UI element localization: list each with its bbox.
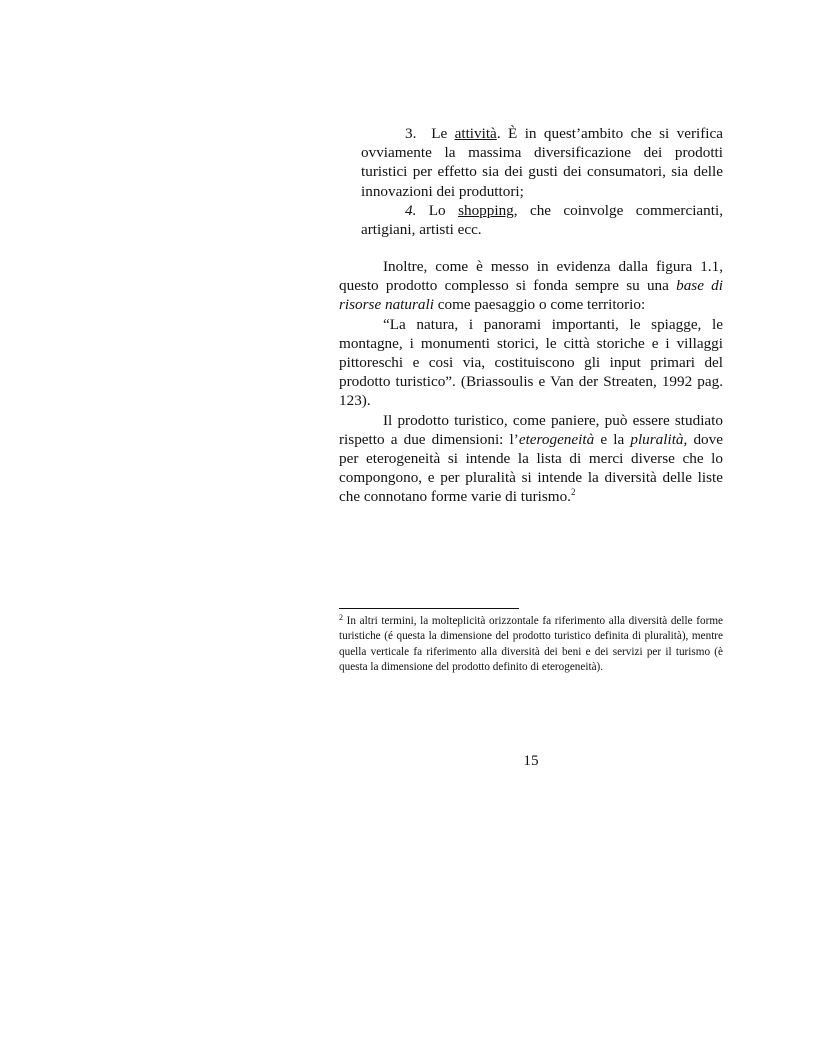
paragraph-intro [339,257,723,315]
list-item-3: 3. Le attività. È in quest’ambito che si verifica ovviamente la massima diversificazione dei prodotti turistici per effetto sia dei gusti dei consumatori, sia delle innovazioni dei produttori; [361,125,723,200]
list-item-4-text: , che coinvolge commercianti, artigiani, artisti ecc. [361,201,724,239]
paragraph-product-text-b: e la [594,430,631,448]
paragraph-product [339,411,723,507]
paragraph-product-italic-a: eterogeneità [518,430,595,448]
footnote-marker: 2 [339,613,343,622]
list-item-4-term: shopping [458,201,514,219]
list-item-3-text: . È in quest’ambito che si verifica ovviamente la massima diversificazione dei prodotti turistici per effetto sia dei gusti dei consumatori, sia delle innovazioni dei produttori; [361,125,723,200]
paragraph-intro-text-a: Inoltre, come è messo in evidenza dalla figura 1.1, questo prodotto complesso si fonda sempre su una [339,258,723,295]
list-item-3-number: 3. [405,125,417,142]
footnote-reference[interactable]: 2 [570,487,576,498]
list-block [361,124,723,239]
page-number: 15 [523,752,539,769]
body-text [339,257,723,507]
footnote-divider [339,608,519,609]
footnote [339,614,723,676]
paragraph-intro-italic: base di risorse naturali [339,277,723,314]
paragraph-intro-text-b: come paesaggio o come territorio: [433,296,646,314]
footnote-text: In altri termini, la molteplicità orizzontale fa riferimento alla diversità delle forme turistiche (é questa la dimensione del prodotto turistico definita di pluralità), mentre quella verticale fa riferimento alla diversità dei beni e dei servizi per il turismo (è questa la dimensione del prodotto definito di eterogeneità). [339,615,723,674]
list-item-4 [361,201,723,239]
paragraph-product-text-c: , dove per eterogeneità si intende la lista di merci diverse che lo compongono, e per pluralità si intende la diversità delle liste che connotano forme varie di turismo. [339,430,723,506]
paragraph-product-italic-b: pluralità [630,430,684,448]
list-item-4-lo: Lo [416,201,459,219]
list-item-4-number: 4. [405,201,417,219]
quote-paragraph: “La natura, i panorami importanti, le spiagge, le montagne, i monumenti storici, le città storiche e i villaggi pittoreschi e cosi via, costituiscono gli input primari del prodotto turistico”. (Briassoulis e Van der Streaten, 1992 pag. 123). [339,315,723,410]
paragraph-product-text-a: Il prodotto turistico, come paniere, può essere studiato rispetto a due dimensioni: l’ [339,411,723,448]
list-item-3-term: attività [454,125,497,142]
